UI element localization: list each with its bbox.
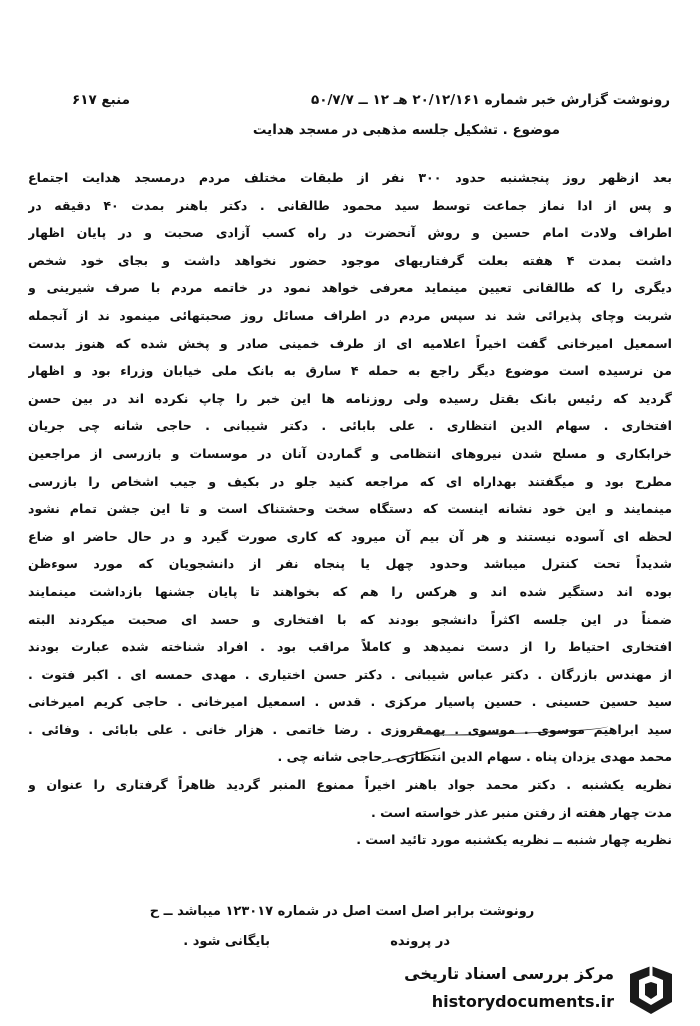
body-line: محمد مهدی یزدان پناه . سهام الدین انتظاری . حاجی شانه چی . xyxy=(277,749,672,765)
body-line: سید ابراهیم موسوی . موسوی . بهمقروزی . رضا خاتمی . هزار خانی . علی بابائی . وفائی . xyxy=(28,721,672,737)
body-line: مدت چهار هفته از رفتن منبر عذر خواسته است . xyxy=(371,804,672,820)
watermark-title: مرکز بررسی اسناد تاریخی xyxy=(404,964,614,983)
body-line: خرابکاری و مسلح شدن نیروهای انتظامی و گماردن آنان در موسسات و بازرسی از مراجعین xyxy=(28,445,672,461)
body-line: ضمناً در این جلسه اکثراً دانشجو بودند که با افتخاری و حسد ای صحبت میکردند البته xyxy=(28,611,672,627)
body-line: نظریه یکشنبه . دکتر محمد جواد باهنر اخیراً ممنوع المنبر گردید ظاهراً گرفتاری را عنوان و xyxy=(28,777,672,793)
report-source: منبع ۶۱۷ xyxy=(72,92,131,108)
body-line: شربت وچای پذیرائی شد ند سپس مردم در اطراف مسائل روز صحبتهائی مینمود ند از آنجمله xyxy=(28,307,672,323)
body-line: داشت بمدت ۴ هفته بعلت گرفتاریهای موجود حضور نخواهد داشت و بجای خود شخص xyxy=(28,252,672,268)
body-line: نظریه چهار شنبه ــ نظریه یکشنبه مورد تائید است . xyxy=(356,832,672,848)
report-title: رونوشت گزارش خبر شماره ۲۰/۱۲/۱۶۱ هـ ۱۲ ــ ۵۰/۷/۷ xyxy=(311,92,670,108)
report-subject: موضوع . تشکیل جلسه مذهبی در مسجد هدایت xyxy=(252,122,560,138)
body-line: بوده اند دستگیر شده اند و هرکس را هم که بخواهند تا پایان جشنها بازداشت مینمایند xyxy=(28,583,672,599)
document-header xyxy=(30,92,670,114)
copy-certification-line: رونوشت برابر اصل است اصل در شماره ۱۲۳۰۱۷ میباشد ــ ح xyxy=(149,904,535,919)
body-line: از مهندس بازرگان . دکتر عباس شیبانی . دکتر حسن اختیاری . مهدی حمسه ای . اکبر فتوت . xyxy=(28,666,672,682)
watermark-url: historydocuments.ir xyxy=(431,992,614,1011)
body-line: اطراف ولادت امام حسین و روش آنحضرت در راه کسب آزادی صحبت و در پایان اظهار xyxy=(28,225,672,241)
archive-logo-icon xyxy=(624,962,678,1018)
body-line: من نرسیده است موضوع دیگر راجع به حمله ۴ سارق به بانک ملی خیابان وزراء بود و اظهار xyxy=(28,363,672,379)
body-line: سید حسین حسینی . حسین پاسیار مرکزی . قدس . اسمعیل امیرخانی . حاجی کریم امیرخانی xyxy=(28,694,672,710)
body-line: گردید که رئیس بانک بقتل رسیده ولی روزنامه ها این خبر را چاپ نکرده اند در بین حسن xyxy=(28,390,672,406)
distribution-archive: بایگانی شود . xyxy=(183,934,270,949)
body-line: لحظه ای آسوده نیستند و هر آن بیم آن میرود که کاری صورت گیرد و در حال حاضر او ضاع xyxy=(28,528,672,544)
body-line: اسمعیل امیرخانی گفت اخیراً اعلامیه ای از طرف خمینی صادر و پخش شده که هنوز بدست xyxy=(28,335,672,351)
body-line: دیگری را که طالقانی تعیین مینماید معرفی خواهد نمود در خاتمه مردم با صرف شیرینی و xyxy=(28,280,672,296)
body-line: افتخاری . سهام الدین انتظاری . علی بابائی . دکتر شیبانی . حاجی شانه چی جریان xyxy=(28,418,672,434)
body-line: بعد ازظهر روز پنجشنبه حدود ۳۰۰ نفر از طبقات مختلف مردم درمسجد هدایت اجتماع xyxy=(28,170,672,185)
body-line: شدیداً تحت کنترل میباشد وحدود چهل یا پنجاه نفر از دانشجویان که مورد سوءظن xyxy=(28,556,672,572)
watermark xyxy=(404,958,678,1022)
body-line: مطرح بود و میگفتند بهداراه ای که مراجعه کنید جلو در بکیف و جیب اشخاص را بازرسی xyxy=(28,473,672,489)
body-line: و پس از ادا نماز جماعت توسط سید محمود طالقانی . دکتر باهنر بمدت ۴۰ دقیقه در xyxy=(28,197,672,213)
body-line: مینمایند و این خود نشانه اینست که دستگاه سخت وحشتناک است و تا این جشن تمام نشود xyxy=(28,501,672,517)
report-body xyxy=(28,164,672,854)
distribution-notes xyxy=(0,934,700,958)
body-line: افتخاری احتیاط را از دست نمیدهد و کاملاً مراقب بود . افراد شناخته شده عبارت بودند xyxy=(28,639,672,655)
distribution-file: در پرونده xyxy=(390,934,450,949)
